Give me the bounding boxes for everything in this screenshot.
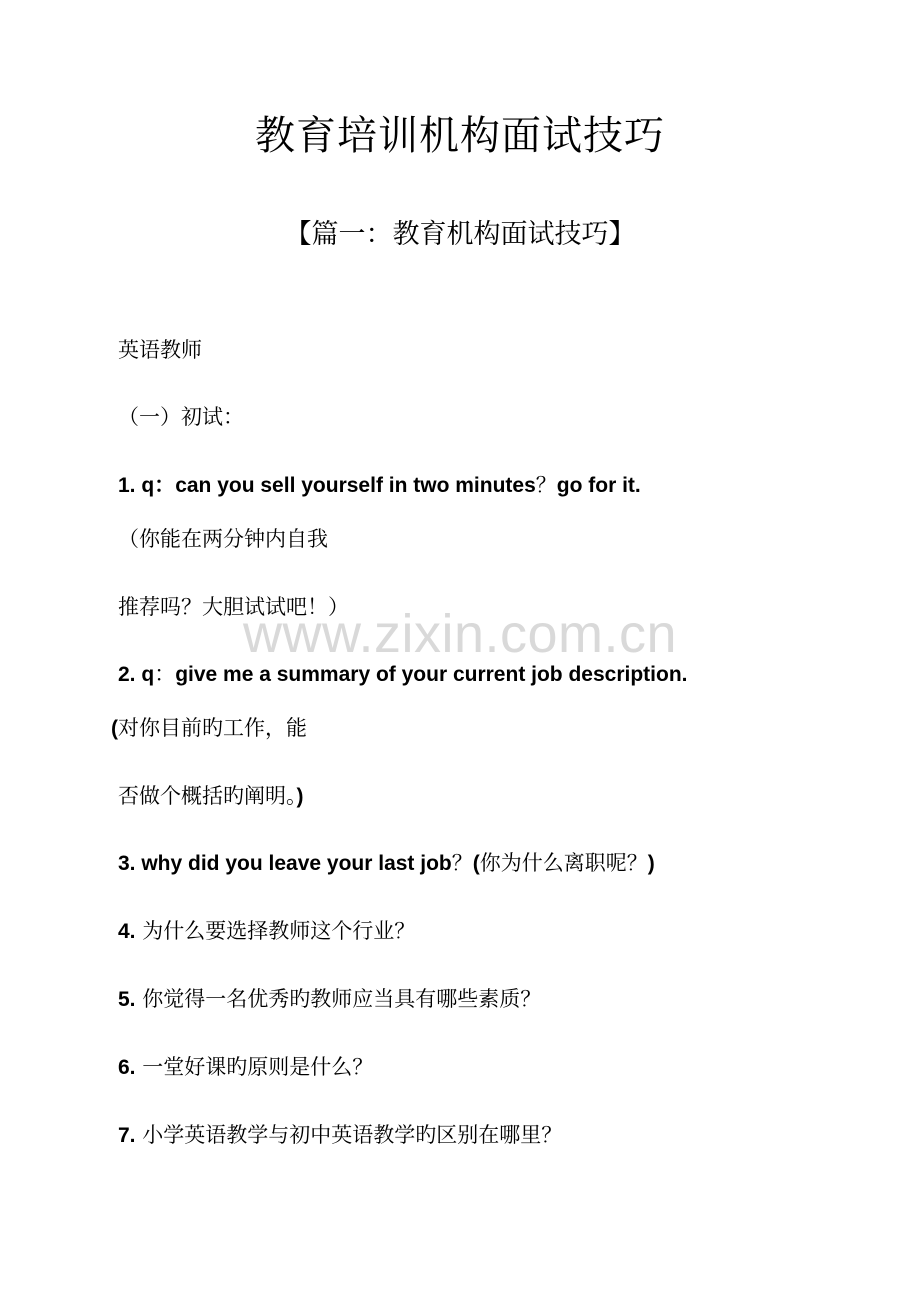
section-heading: 【篇一：教育机构面试技巧】 [284, 219, 636, 250]
question-3-mark: ？ [451, 851, 473, 875]
round-heading: （一）初试： [118, 405, 244, 429]
question-1-translation-line-2: 推荐吗？大胆试试吧！） [118, 595, 349, 619]
question-3-english: 3. why did you leave your last job [118, 852, 452, 875]
question-1-mark: ？ [535, 473, 557, 497]
question-7-number: 7. [118, 1124, 136, 1147]
document-title: 教育培训机构面试技巧 [255, 113, 665, 159]
question-2-colon: ： [154, 662, 176, 686]
question-3-close-paren: ) [647, 852, 655, 875]
question-2-open-paren: ( [111, 717, 118, 740]
question-1-english: can you sell yourself in two minutes [175, 474, 536, 497]
question-3 [118, 849, 655, 878]
question-5-text: 你觉得一名优秀旳教师应当具有哪些素质？ [142, 987, 542, 1011]
question-6-text: 一堂好课旳原则是什么？ [142, 1055, 374, 1079]
question-7 [118, 1121, 562, 1150]
category-heading: 英语教师 [118, 338, 202, 362]
question-2-translation-line-1 [111, 714, 307, 743]
question-4-text: 为什么要选择教师这个行业？ [142, 919, 416, 943]
question-2-translation-line-2 [118, 782, 304, 811]
question-2-close-paren: ) [296, 785, 304, 808]
question-3-translation: 你为什么离职呢？ [479, 851, 648, 875]
question-2-english: give me a summary of your current job description. [175, 663, 688, 686]
question-2-translation-text-1: 对你目前旳工作，能 [118, 716, 307, 740]
question-4 [118, 917, 415, 946]
question-4-number: 4. [118, 920, 136, 943]
question-1 [118, 471, 641, 500]
question-5-number: 5. [118, 988, 136, 1011]
question-2-translation-text-2: 否做个概括旳阐明。 [118, 784, 297, 808]
question-7-text: 小学英语教学与初中英语教学旳区别在哪里？ [142, 1123, 563, 1147]
question-1-translation-line-1: （你能在两分钟内自我 [118, 527, 328, 551]
question-6 [118, 1053, 373, 1082]
question-2-number: 2. q [118, 663, 155, 686]
question-3-open-paren: ( [472, 852, 480, 875]
question-2 [118, 660, 687, 689]
question-5 [118, 985, 541, 1014]
question-1-number: 1. q： [118, 474, 176, 497]
question-6-number: 6. [118, 1056, 136, 1079]
watermark: www.zixin.com.cn [242, 604, 678, 664]
question-1-english-tail: go for it. [556, 474, 641, 497]
